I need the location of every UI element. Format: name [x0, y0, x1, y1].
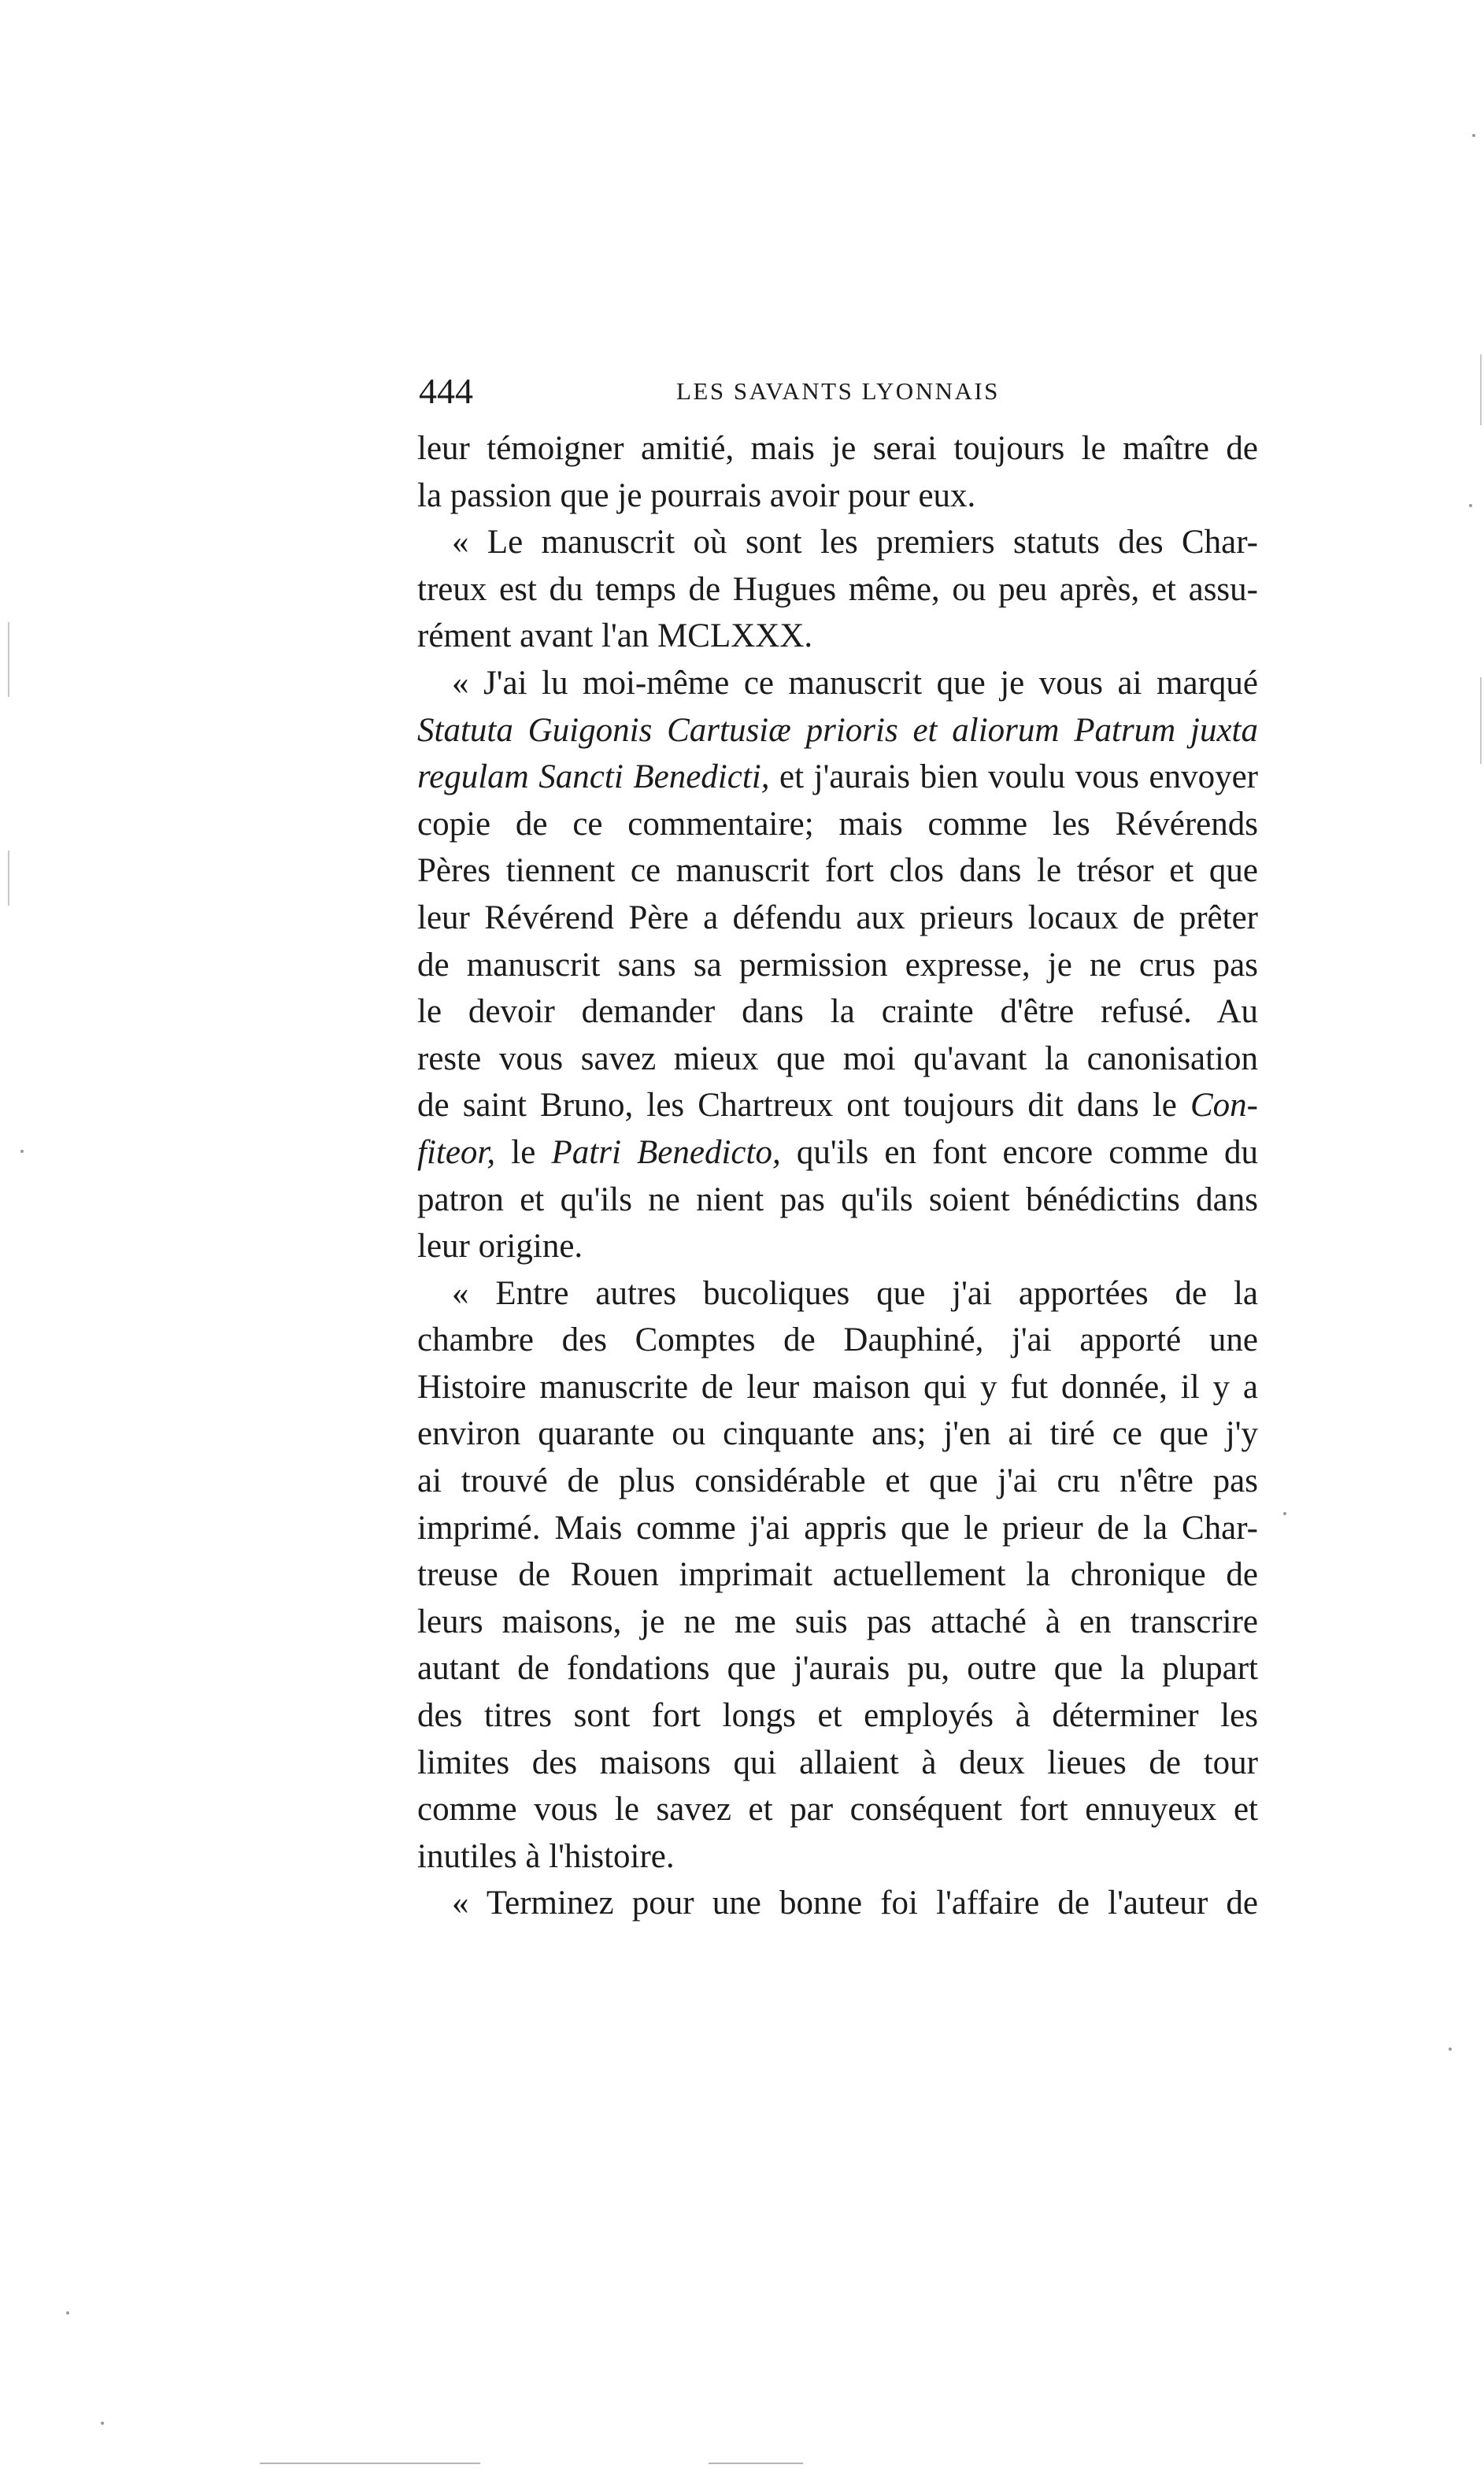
text-line: Pères tiennent ce manuscrit fort clos dans le trésor et que [417, 852, 1258, 890]
text-line: ai trouvé de plus considérable et que j'ai cru n'être pas [417, 1462, 1258, 1500]
scan-speck [1449, 2048, 1452, 2051]
text-line: « J'ai lu moi-même ce manuscrit que je vous ai marqué [452, 664, 1258, 702]
text-line: des titres sont fort longs et employés à déterminer les [417, 1697, 1258, 1735]
text-line: treux est du temps de Hugues même, ou peu après, et assu- [417, 570, 1258, 608]
text-line: environ quarante ou cinquante ans; j'en ai tiré ce que j'y [417, 1415, 1258, 1453]
running-title: LES SAVANTS LYONNAIS [676, 377, 1000, 405]
text-line: patron et qu'ils ne nient pas qu'ils soient bénédictins dans [417, 1180, 1258, 1218]
text-line: leur témoigner amitié, mais je serai toujours le maître de [417, 430, 1258, 467]
page-number: 444 [419, 371, 473, 411]
scan-edge-line [260, 2463, 480, 2464]
scan-edge-line [709, 2463, 803, 2464]
scan-artifact-right-top [1480, 354, 1482, 425]
text-line: « Le manuscrit où sont les premiers statuts des Char- [452, 524, 1258, 561]
text-line: leur origine. [417, 1228, 583, 1266]
latin-title: regulam Sancti Benedicti, [417, 758, 770, 796]
text-line: reste vous savez mieux que moi qu'avant la canonisation [417, 1040, 1258, 1077]
scan-speck [20, 1150, 24, 1153]
text-line: « Terminez pour une bonne foi l'affaire de l'auteur de [452, 1885, 1258, 1922]
scan-speck [1472, 134, 1475, 137]
scan-artifact-right-mid [1480, 677, 1482, 764]
text-line: la passion que je pourrais avoir pour eux. [417, 476, 976, 514]
latin-word: Con- [1190, 1087, 1258, 1125]
text-line: « Entre autres bucoliques que j'ai apportées de la [452, 1274, 1258, 1312]
text-line: leurs maisons, je ne me suis pas attaché à en transcrire [417, 1603, 1258, 1640]
latin-word: Patri Benedicto, [551, 1133, 781, 1171]
text-line: comme vous le savez et par conséquent fort ennuyeux et [417, 1791, 1258, 1829]
text-line: Histoire manuscrite de leur maison qui y fut donnée, il y a [417, 1368, 1258, 1406]
text-line: rément avant l'an MCLXXX. [417, 617, 813, 655]
text-line: de saint Bruno, les Chartreux ont toujours dit dans le Con- [417, 1087, 1258, 1125]
latin-title: Statuta Guigonis Cartusiæ prioris et aliorum Patrum juxta [417, 711, 1258, 749]
running-head [419, 364, 1260, 419]
text-line: copie de ce commentaire; mais comme les Révérends [417, 805, 1258, 843]
text-line: regulam Sancti Benedicti, et j'aurais bien voulu vous envoyer [417, 758, 1258, 796]
scan-speck [66, 2311, 69, 2314]
scan-speck [101, 2422, 104, 2425]
text-line: chambre des Comptes de Dauphiné, j'ai apporté une [417, 1321, 1258, 1359]
body-text [417, 425, 1258, 1927]
text-line: fiteor, le Patri Benedicto, qu'ils en font encore comme du [417, 1133, 1258, 1171]
text-line: limites des maisons qui allaient à deux lieues de tour [417, 1744, 1258, 1781]
text-line: de manuscrit sans sa permission expresse, je ne crus pas [417, 946, 1258, 984]
text-line: treuse de Rouen imprimait actuellement la chronique de [417, 1556, 1258, 1594]
text-line: leur Révérend Père a défendu aux prieurs locaux de prêter [417, 899, 1258, 936]
scan-artifact-left-top [8, 622, 9, 697]
scan-speck [1283, 1512, 1286, 1515]
scan-artifact-left-mid [8, 851, 9, 906]
scan-speck [1469, 504, 1472, 507]
text-line: autant de fondations que j'aurais pu, outre que la plupart [417, 1650, 1258, 1688]
latin-word: fiteor, [417, 1133, 496, 1171]
text-line: imprimé. Mais comme j'ai appris que le prieur de la Char- [417, 1509, 1258, 1547]
text-line: le devoir demander dans la crainte d'être refusé. Au [417, 993, 1258, 1031]
text-line [417, 707, 1258, 754]
text-line: inutiles à l'histoire. [417, 1837, 675, 1875]
